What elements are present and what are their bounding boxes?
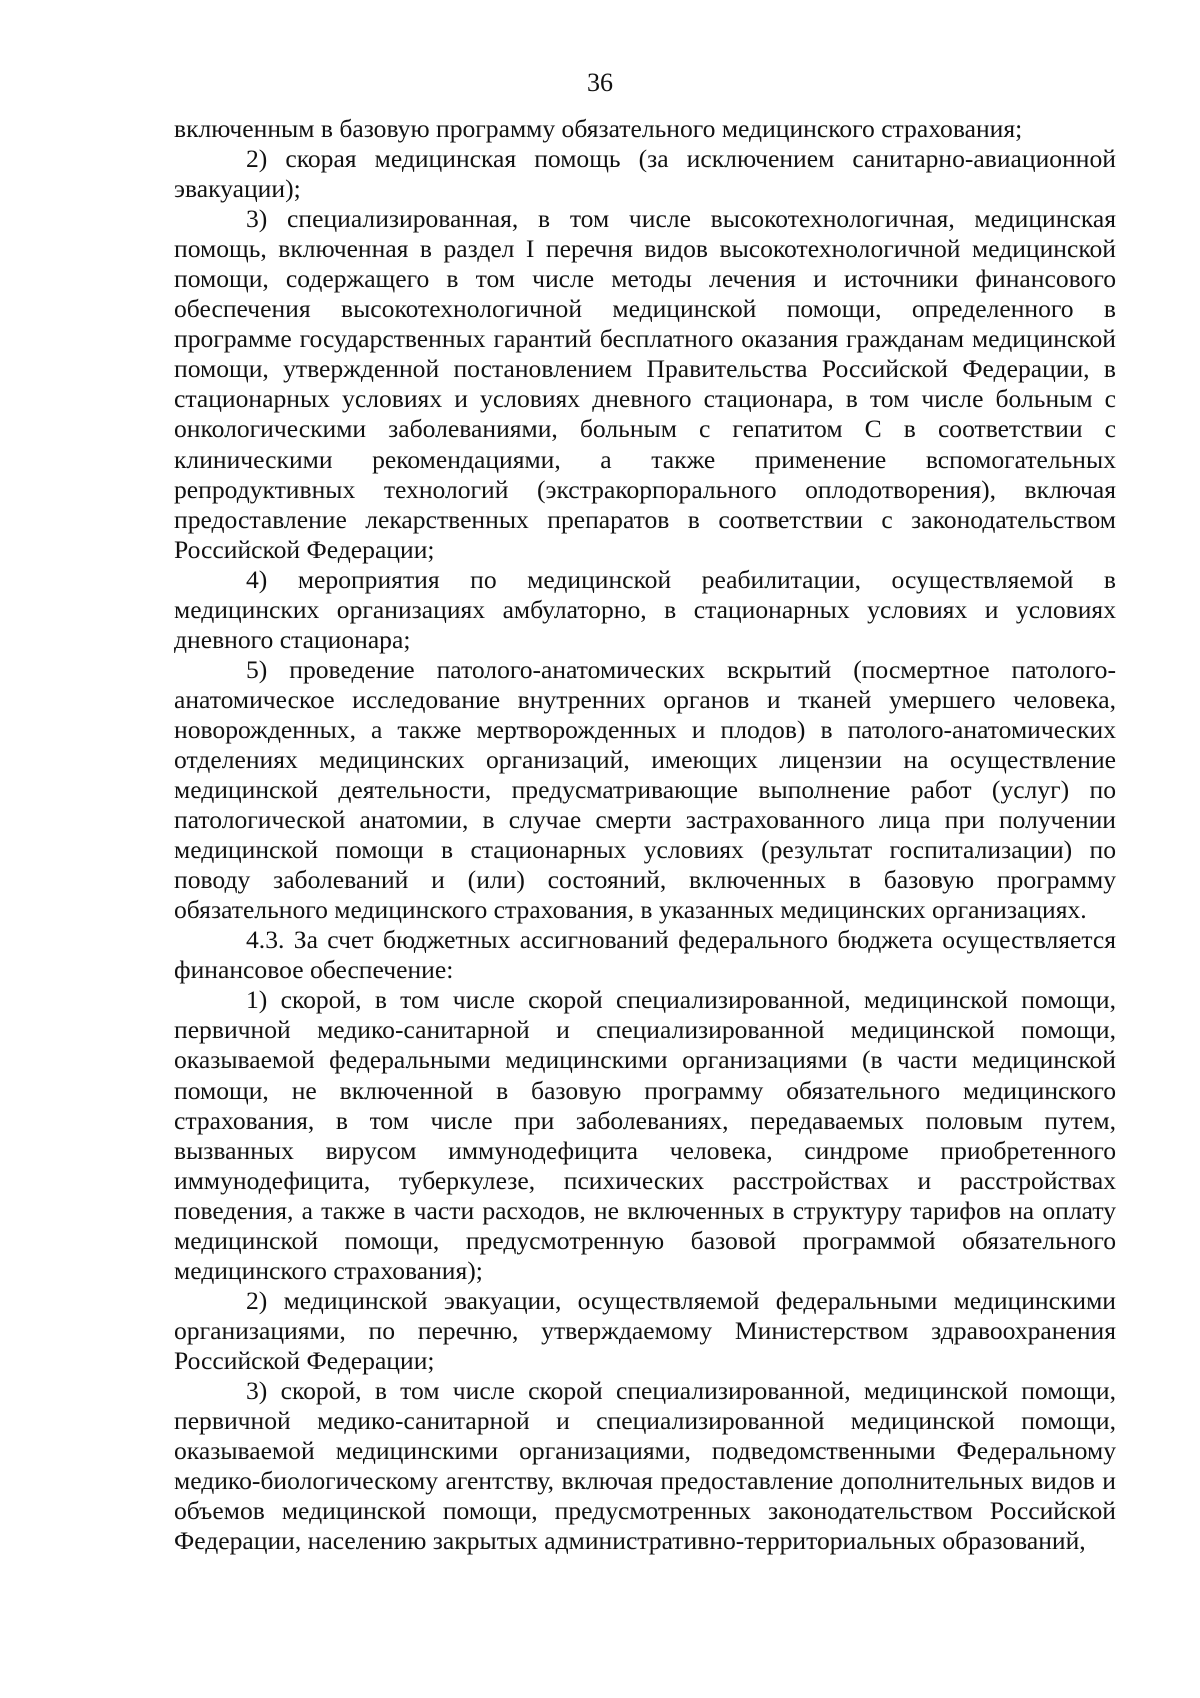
paragraph-section-4-3: 4.3. За счет бюджетных ассигнований федерального бюджета осуществляется финансовое обеспечение:: [174, 925, 1116, 985]
paragraph-item-4-rehabilitation: 4) мероприятия по медицинской реабилитации, осуществляемой в медицинских организациях амбулаторно, в стационарных условиях и условиях дневного стационара;: [174, 564, 1116, 654]
paragraph-item-2-ambulance: 2) скорая медицинская помощь (за исключением санитарно-авиационной эвакуации);: [174, 144, 1116, 204]
paragraph-item-5-autopsies: 5) проведение патолого-анатомических вскрытий (посмертное патолого-анатомическое исследование внутренних органов и тканей умершего человека, новорожденных, а также мертворожденных и плодов) в патолого-анатомических отделениях медицинских организаций, имеющих лицензии на осуществление медицинской деятельности, предусматривающие выполнение работ (услуг) по патологической анатомии, в случае смерти застрахованного лица при получении медицинской помощи в стационарных условиях (результат госпитализации) по поводу заболеваний и (или) состояний, включенных в базовую программу обязательного медицинского страхования, в указанных медицинских организациях.: [174, 654, 1116, 925]
paragraph-federal-item-3: 3) скорой, в том числе скорой специализированной, медицинской помощи, первичной медико-санитарной и специализированной медицинской помощи, оказываемой медицинскими организациями, подведомственными Федеральному медико-биологическому агентству, включая предоставление дополнительных видов и объемов медицинской помощи, предусмотренных законодательством Российской Федерации, населению закрытых административно-территориальных образований,: [174, 1375, 1116, 1556]
page-number: 36: [587, 68, 613, 97]
document-body: [174, 114, 1116, 1556]
paragraph-item-3-specialized-care: 3) специализированная, в том числе высокотехнологичная, медицинская помощь, включенная в раздел I перечня видов высокотехнологичной медицинской помощи, содержащего в том числе методы лечения и источники финансового обеспечения высокотехнологичной медицинской помощи, определенного в программе государственных гарантий бесплатного оказания гражданам медицинской помощи, утвержденной постановлением Правительства Российской Федерации, в стационарных условиях и условиях дневного стационара, в том числе больным с онкологическими заболеваниями, больным с гепатитом С в соответствии с клиническими рекомендациями, а также применение вспомогательных репродуктивных технологий (экстракорпорального оплодотворения), включая предоставление лекарственных препаратов в соответствии с законодательством Российской Федерации;: [174, 204, 1116, 564]
paragraph-continuation: включенным в базовую программу обязательного медицинского страхования;: [174, 114, 1023, 143]
paragraph-federal-item-1: 1) скорой, в том числе скорой специализированной, медицинской помощи, первичной медико-санитарной и специализированной медицинской помощи, оказываемой федеральными медицинскими организациями (в части медицинской помощи, не включенной в базовую программу обязательного медицинского страхования, в том числе при заболеваниях, передаваемых половым путем, вызванных вирусом иммунодефицита человека, синдроме приобретенного иммунодефицита, туберкулезе, психических расстройствах и расстройствах поведения, а также в части расходов, не включенных в структуру тарифов на оплату медицинской помощи, предусмотренную базовой программой обязательного медицинского страхования);: [174, 985, 1116, 1285]
paragraph-federal-item-2: 2) медицинской эвакуации, осуществляемой федеральными медицинскими организациями, по перечню, утверждаемому Министерством здравоохранения Российской Федерации;: [174, 1285, 1116, 1375]
